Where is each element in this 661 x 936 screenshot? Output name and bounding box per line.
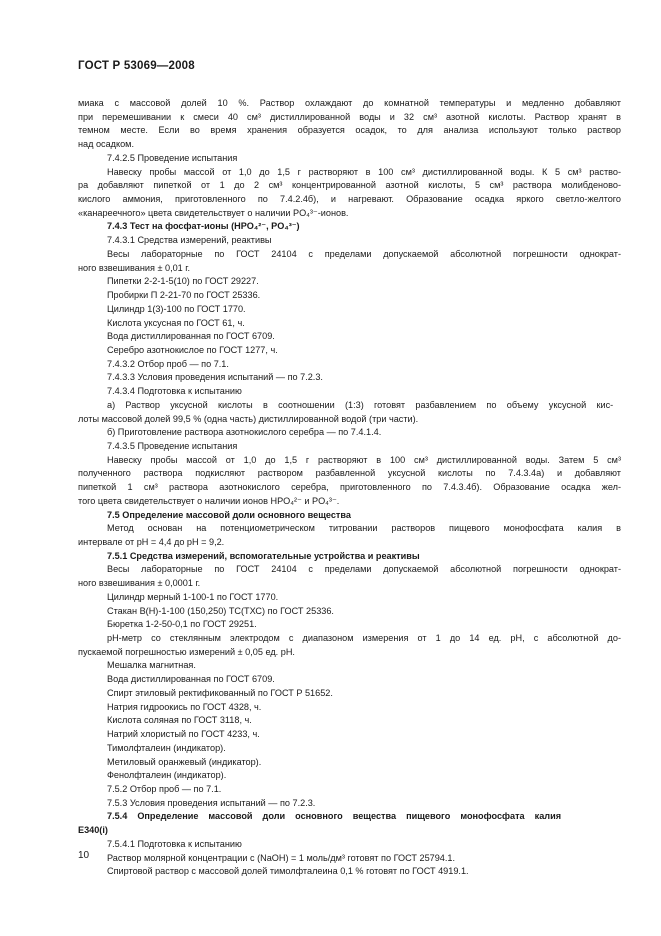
page-number: 10 — [78, 850, 90, 861]
body-text-line: пипеткой 1 см³ раствора азотнокислого серебра, приготовленного по 7.4.3.4б). Образование осадка жел- — [78, 482, 621, 493]
body-text-line: Мешалка магнитная. — [107, 660, 196, 671]
body-text-line: интервале от pH = 4,4 до pH = 9,2. — [78, 537, 225, 547]
body-text-line: Метиловый оранжевый (индикатор). — [107, 756, 262, 767]
body-text-line: ного взвешивания ± 0,0001 г. — [78, 578, 201, 589]
body-text-line: Навеску пробы массой от 1,0 до 1,5 г растворяют в 100 см³ дистиллированной воды. К 5 см³ раство- — [107, 166, 621, 177]
body-text-line: миака с массовой долей 10 %. Раствор охлаждают до комнатной температуры и медленно добавляют — [78, 98, 621, 108]
section-heading-line: Е340(i) — [78, 825, 108, 836]
body-text-line: кислого аммония, приготовленного по 7.4.2.4б), и нагревают. Образование осадка яркого светло-желтого — [78, 194, 621, 205]
body-text-line: Натрий хлористый по ГОСТ 4233, ч. — [107, 729, 260, 740]
body-text-line: Вода дистиллированная по ГОСТ 6709. — [107, 331, 275, 342]
body-text-line: Кислота уксусная по ГОСТ 61, ч. — [107, 317, 245, 328]
body-text-line: Тимолфталеин (индикатор). — [107, 742, 226, 753]
body-text-line: Метод основан на потенциометрическом титровании растворов пищевого монофосфата калия в — [107, 523, 621, 534]
body-text-line: Стакан В(Н)-1-100 (150,250) ТС(ТХС) по ГОСТ 25336. — [107, 605, 334, 616]
body-text-line: Весы лабораторные по ГОСТ 24104 с пределами допускаемой абсолютной погрешности однократ- — [107, 564, 621, 575]
body-text-line: Навеску пробы массой от 1,0 до 1,5 г растворяют в 100 см³ дистиллированной воды. Затем 5 см³ — [107, 454, 621, 465]
section-heading-line: 7.5.1 Средства измерений, вспомогательные устройства и реактивы — [107, 550, 420, 561]
body-text-line: Цилиндр мерный 1-100-1 по ГОСТ 1770. — [107, 591, 279, 602]
body-text-line: Серебро азотнокислое по ГОСТ 1277, ч. — [107, 344, 278, 355]
body-text-line: Весы лабораторные по ГОСТ 24104 с пределами допускаемой абсолютной погрешности однократ- — [107, 248, 621, 259]
body-text-line: 7.5.4.1 Подготовка к испытанию — [107, 838, 242, 849]
body-text-line: 7.4.3.3 Условия проведения испытаний — по 7.2.3. — [107, 372, 323, 383]
body-text-line: б) Приготовление раствора азотнокислого серебра — по 7.4.1.4. — [107, 427, 382, 438]
body-text-line: полученного раствора подкисляют раствором разбавленной уксусной кислоты по 7.4.3.4а) и добавляют — [78, 468, 621, 479]
body-text-line: Вода дистиллированная по ГОСТ 6709. — [107, 674, 275, 685]
body-text-line: Бюретка 1-2-50-0,1 по ГОСТ 29251. — [107, 619, 257, 630]
body-text-line: 7.4.2.5 Проведение испытания — [107, 152, 238, 163]
body-text-line: ра добавляют пипеткой от 1 до 2 см³ концентрированной азотной кислоты, 5 см³ раствора молибденово- — [78, 180, 621, 191]
section-heading-line: 7.5 Определение массовой доли основного вещества — [107, 509, 351, 520]
body-text-line: 7.4.3.5 Проведение испытания — [107, 440, 238, 451]
body-text-line: 7.4.3.2 Отбор проб — по 7.1. — [107, 358, 229, 369]
body-text-line: над осадком. — [78, 139, 134, 150]
body-text-line: Натрия гидроокись по ГОСТ 4328, ч. — [107, 701, 262, 712]
body-text-line: 7.4.3.4 Подготовка к испытанию — [107, 386, 242, 397]
body-text-line: а) Раствор уксусной кислоты в соотношении (1:3) готовят разбавлением по объему уксусной кис- — [107, 399, 614, 410]
body-text-line: 7.4.3.1 Средства измерений, реактивы — [107, 235, 272, 246]
body-text-line: 7.5.2 Отбор проб — по 7.1. — [107, 783, 222, 794]
body-text-line: «канареечного» цвета свидетельствует о наличии PO₄³⁻-ионов. — [78, 207, 349, 218]
body-text-line: Фенолфталеин (индикатор). — [107, 770, 227, 781]
body-text-line: лоты массовой долей 99,5 % (одна часть) дистиллированной водой (три части). — [78, 413, 419, 424]
body-text-line: темном месте. Если во время хранения образуется осадок, то для анализа используют только раствор — [78, 125, 621, 136]
body-text-line: ного взвешивания ± 0,01 г. — [78, 262, 191, 273]
body-text-line: pH-метр со стеклянным электродом с диапазоном измерения от 1 до 14 ед. pH, с абсолютной до- — [107, 633, 621, 644]
body-text-line: Пробирки П 2-21-70 по ГОСТ 25336. — [107, 290, 261, 301]
document-header: ГОСТ Р 53069—2008 — [78, 60, 195, 72]
body-text-line: Раствор молярной концентрации с (NaOH) = 1 моль/дм³ готовят по ГОСТ 25794.1. — [107, 852, 456, 863]
document-body — [78, 97, 621, 879]
body-text-line: того цвета свидетельствует о наличии ионов HPO₄²⁻ и PO₄³⁻. — [78, 495, 340, 506]
document-page — [78, 60, 621, 879]
body-text-line: пускаемой погрешностью измерений ± 0,05 ед. pH. — [78, 646, 295, 657]
body-text-line: Кислота соляная по ГОСТ 3118, ч. — [107, 715, 252, 726]
section-heading-line: 7.4.3 Тест на фосфат-ионы (HPO₄²⁻, PO₄³⁻) — [107, 221, 300, 232]
body-text-line: Пипетки 2-2-1-5(10) по ГОСТ 29227. — [107, 276, 259, 287]
body-text-line: Спирт этиловый ректификованный по ГОСТ Р 51652. — [107, 687, 333, 698]
body-text-line: 7.5.3 Условия проведения испытаний — по 7.2.3. — [107, 797, 316, 808]
body-text-line: Цилиндр 1(3)-100 по ГОСТ 1770. — [107, 303, 246, 314]
section-heading-line: 7.5.4 Определение массовой доли основного вещества пищевого монофосфата калия — [107, 811, 562, 822]
body-text-line: Спиртовой раствор с массовой долей тимолфталеина 0,1 % готовят по ГОСТ 4919.1. — [107, 866, 469, 877]
body-text-line: при перемешивании к смеси 40 см³ дистиллированной воды и 32 см³ азотной кислоты. Раствор хранят в — [78, 111, 621, 122]
